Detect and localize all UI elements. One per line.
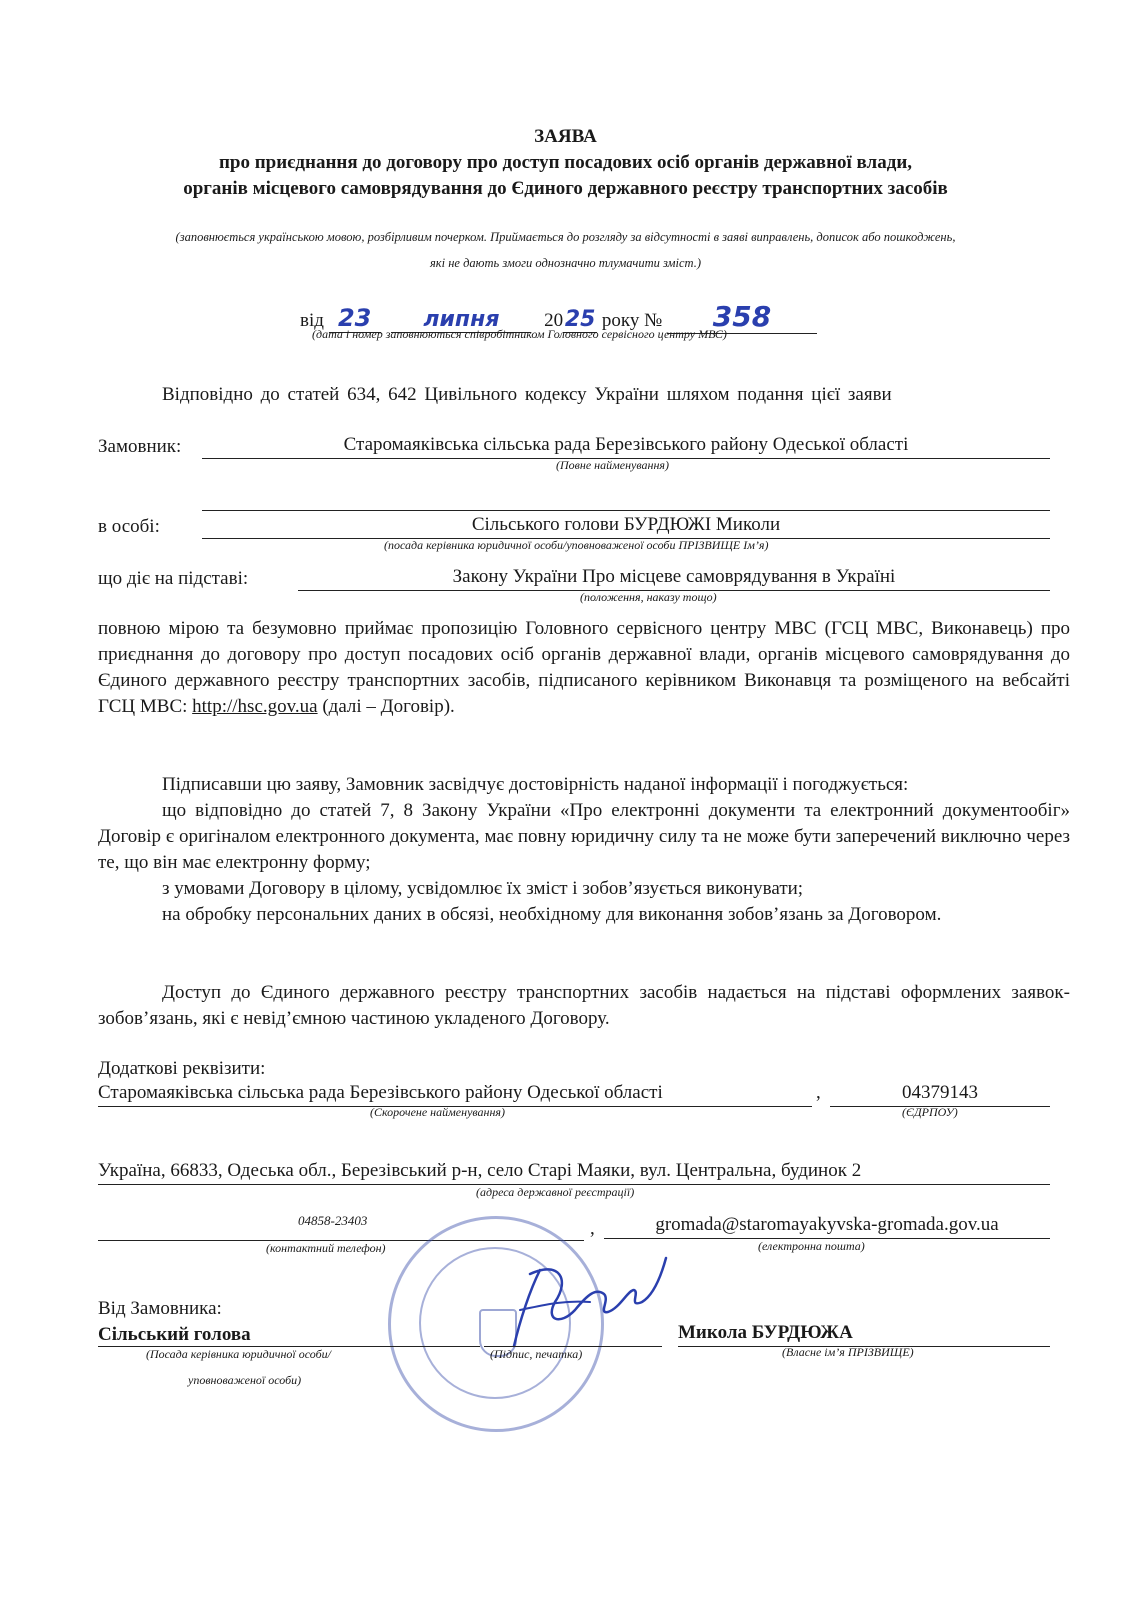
blank-line bbox=[202, 510, 1050, 511]
customer-value: Старомаяківська сільська рада Березівського району Одеської області bbox=[202, 434, 1050, 459]
basis-value: Закону України Про місцеве самоврядування в Україні bbox=[298, 566, 1050, 591]
fill-instructions bbox=[60, 224, 1071, 276]
edrpou-value: 04379143 bbox=[830, 1082, 1050, 1107]
date-day: 23 bbox=[337, 304, 372, 332]
email-caption: (електронна пошта) bbox=[758, 1239, 865, 1253]
sign-caption: (Підпис, печатка) bbox=[490, 1347, 583, 1361]
represented-caption: (посада керівника юридичної особи/уповноваженої особи ПРІЗВИЩЕ Ім’я) bbox=[384, 538, 769, 552]
consent-item-3: на обробку персональних даних в обсязі, необхідному для виконання зобов’язань за Договором. bbox=[162, 904, 942, 925]
year-suffix: 25 bbox=[564, 307, 596, 332]
signer-position: Сільський голова bbox=[98, 1324, 480, 1347]
name-caption: (Власне ім’я ПРІЗВИЩЕ) bbox=[782, 1345, 914, 1359]
short-name-caption: (Скорочене найменування) bbox=[370, 1105, 505, 1119]
comma-2: , bbox=[590, 1218, 595, 1239]
access-paragraph: Доступ до Єдиного державного реєстру транспортних засобів надається на підставі оформлених заявок-зобов’язань, які є невід’ємною частиною укладеного Договору. bbox=[98, 982, 1070, 1029]
customer-caption: (Повне найменування) bbox=[556, 458, 669, 472]
consent-item-1: що відповідно до статей 7, 8 Закону України «Про електронні документи та електронний документообіг» Договір є оригіналом електронного документа, має повну юридичну силу та не може бути заперечений виключно через те, що він має електронну форму; bbox=[98, 800, 1070, 873]
date-prefix: від bbox=[300, 310, 324, 331]
note-line-1: (заповнюється українською мовою, розбірливим почерком. Приймається до розгляду за відсутності в заяві виправлень, дописок або пошкоджень, bbox=[175, 230, 956, 244]
acceptance-text: повною мірою та безумовно приймає пропозицію Головного сервісного центру МВС (ГСЦ МВС, Виконавець) про приєднання до договору про доступ посадових осіб органів державної влади, органів місцевого самоврядування до Єдиного державного реєстру транспортних засобів, підписаного керівником Виконавця та розміщеного на вебсайті ГСЦ МВС: bbox=[98, 618, 1070, 717]
consent-paragraph bbox=[98, 772, 1070, 928]
short-name-value: Старомаяківська сільська рада Березівського району Одеської області bbox=[98, 1082, 812, 1107]
edrpou-caption: (ЄДРПОУ) bbox=[902, 1105, 958, 1119]
date-caption: (дата і номер заповнюються співробітником Головного сервісного центру МВС) bbox=[312, 327, 727, 341]
handwritten-signature-icon bbox=[500, 1250, 670, 1360]
signer-name: Микола БУРДЮЖА bbox=[678, 1322, 1050, 1347]
intro-text: Відповідно до статей 634, 642 Цивільного кодексу України шляхом подання цієї заяви bbox=[162, 384, 892, 405]
consent-intro: Підписавши цю заяву, Замовник засвідчує достовірність наданої інформації і погоджується: bbox=[162, 774, 909, 795]
position-caption-2: уповноваженої особи) bbox=[188, 1373, 302, 1387]
title-line-2: про приєднання до договору про доступ посадових осіб органів державної влади, bbox=[218, 152, 913, 173]
basis-label: що діє на підставі: bbox=[98, 568, 249, 589]
position-caption-1: (Посада керівника юридичної особи/ bbox=[146, 1347, 331, 1361]
extra-label: Додаткові реквізити: bbox=[98, 1058, 266, 1079]
title-line-3: органів місцевого самоврядування до Єдиного державного реєстру транспортних засобів bbox=[183, 178, 948, 199]
phone-caption: (контактний телефон) bbox=[266, 1241, 386, 1255]
email-value: gromada@staromayakyvska-gromada.gov.ua bbox=[604, 1214, 1050, 1239]
year-word: року № bbox=[601, 310, 663, 331]
title-line-1: ЗАЯВА bbox=[534, 126, 597, 147]
note-line-2: які не дають змоги однозначно тлумачити зміст.) bbox=[429, 256, 702, 270]
consent-item-2: з умовами Договору в цілому, усвідомлює їх зміст і зобов’язується виконувати; bbox=[162, 878, 804, 899]
acceptance-paragraph bbox=[98, 616, 1070, 720]
date-month: липня bbox=[423, 307, 500, 332]
basis-caption: (положення, наказу тощо) bbox=[580, 590, 717, 604]
address-caption: (адреса державної реєстрації) bbox=[476, 1185, 635, 1199]
customer-label: Замовник: bbox=[98, 436, 182, 457]
represented-value: Сільського голови БУРДЮЖІ Миколи bbox=[202, 514, 1050, 539]
represented-label: в особі: bbox=[98, 516, 160, 537]
application-number: 358 bbox=[712, 300, 772, 333]
from-customer-label: Від Замовника: bbox=[98, 1298, 222, 1319]
hsc-website-link[interactable]: http://hsc.gov.ua bbox=[192, 696, 318, 717]
phone-value: 04858-23403 bbox=[298, 1213, 368, 1228]
document-title bbox=[0, 124, 1131, 202]
acceptance-text-end: (далі – Договір). bbox=[317, 696, 455, 717]
year-prefix: 20 bbox=[544, 310, 564, 331]
comma-1: , bbox=[816, 1082, 821, 1103]
address-value: Україна, 66833, Одеська обл., Березівський р-н, село Старі Маяки, вул. Центральна, будинок 2 bbox=[98, 1160, 1050, 1185]
